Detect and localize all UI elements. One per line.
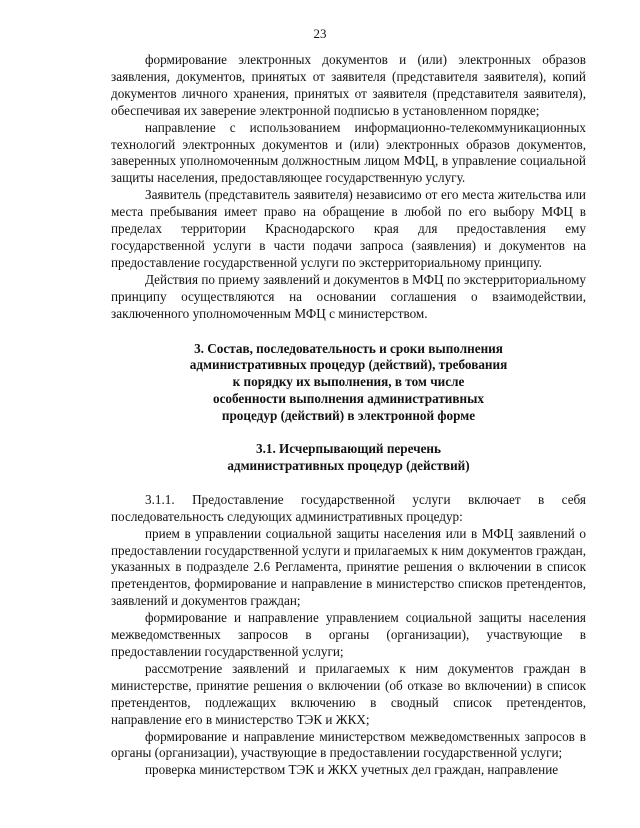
paragraph: Действия по приему заявлений и документов в МФЦ по экстерриториальному принципу осуществляются на основании соглашения о взаимодействии, заключенного уполномоченным МФЦ с министерством. [111,271,586,321]
section-heading-line: к порядку их выполнения, в том числе [232,374,465,390]
subsection-heading [111,441,586,475]
paragraph: прием в управлении социальной защиты населения или в МФЦ заявлений о предоставлении государственной услуги и прилагаемых к ним документов граждан, указанных в подразделе 2.6 Регламента, принятие решения о включении в список претендентов, формирование и направление в министерство списков претендентов, заявлений и документов граждан; [111,525,586,609]
page-number: 23 [313,26,327,41]
section-heading-line: процедур (действий) в электронной форме [221,408,476,424]
section-heading [111,341,586,426]
section-heading-line: 3. Состав, последовательность и сроки выполнения [194,340,503,356]
paragraph: проверка министерством ТЭК и ЖКХ учетных дел граждан, направление [145,762,559,778]
paragraph: формирование электронных документов и (или) электронных образов заявления, документов, принятых от заявителя (представителя заявителя), копий документов личного хранения, принятых от заявителя (представителя заявителя), обеспечивая их заверение электронной подписью в установленном порядке; [111,52,586,118]
document-body [111,52,586,779]
section-heading-line: административных процедур (действий), требования [189,357,508,373]
paragraph: формирование и направление министерством межведомственных запросов в органы (организации), участвующие в предоставлении государственной услуги; [111,728,586,761]
paragraph: рассмотрение заявлений и прилагаемых к ним документов граждан в министерстве, принятие решения о включении (об отказе во включении) в список претендентов, подлежащих включению в сводный список претендентов, направление его в министерство ТЭК и ЖКХ; [111,660,586,727]
paragraph: Заявитель (представитель заявителя) независимо от его места жительства или места пребывания имеет право на обращение в любой по его выбору МФЦ в пределах территории Краснодарского края для предоставления ему государственной услуги в части подачи запроса (заявления) и документов на предоставление государственной услуги по экстерриториальному принципу. [111,187,586,270]
section-heading-line: особенности выполнения административных [212,391,485,407]
paragraph: 3.1.1. Предоставление государственной услуги включает в себя последовательность следующих административных процедур: [111,491,586,524]
paragraph: направление с использованием информационно-телекоммуникационных технологий электронных документов и (или) электронных образов документов, заверенных уполномоченным должностным лицом МФЦ, в управление социальной защиты населения, предоставляющее государственную услугу. [111,119,586,186]
subsection-heading-line: административных процедур (действий) [227,457,470,473]
subsection-heading-line: 3.1. Исчерпывающий перечень [255,441,442,457]
paragraph: формирование и направление управлением социальной защиты населения межведомственных запросов в органы (организации), участвующие в предоставлении государственной услуги; [111,610,586,659]
